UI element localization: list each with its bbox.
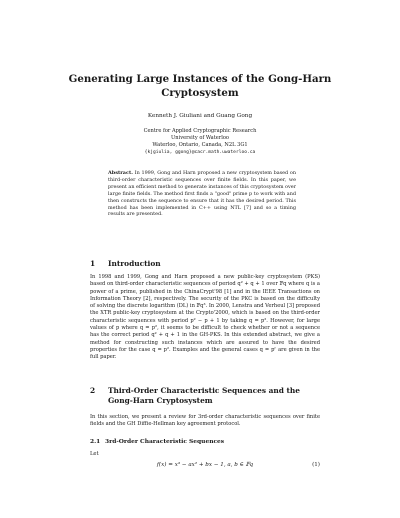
- equation-1-number: (1): [312, 462, 320, 468]
- paper-title: [40, 72, 360, 100]
- section-2-title-line-1: Third-Order Characteristic Sequences and the: [108, 386, 300, 395]
- section-1-heading: [90, 259, 330, 269]
- paper-title-line-1: Generating Large Instances of the Gong-Harn: [68, 73, 332, 85]
- section-1-number: 1: [90, 259, 96, 268]
- subsection-2-1-heading: [90, 438, 224, 445]
- affiliation-address: Waterloo, Ontario, Canada, N2L 3G1: [152, 142, 248, 148]
- paper-title-line-2: Cryptosystem: [161, 87, 239, 99]
- affiliation-center: Centre for Applied Cryptographic Research: [143, 128, 257, 134]
- subsection-2-1-title: 3rd-Order Characteristic Sequences: [105, 438, 225, 445]
- section-2-heading: [90, 386, 330, 405]
- equation-1-formula: f(x) = x³ − ax² + bx − 1, a, b ∈ 𝔽q: [156, 462, 254, 468]
- section-2-title-line-2: Gong-Harn Cryptosystem: [108, 395, 213, 405]
- section-1-title: Introduction: [108, 259, 161, 268]
- equation-1: [90, 462, 320, 472]
- affiliation-emails: {kjgiulia, ggong}@cacr.math.uwaterloo.ca: [144, 150, 256, 155]
- affiliation-block: [40, 128, 360, 156]
- section-2-body: In this section, we present a review for 3rd-order characteristic sequences over finite fields and the GH Diffie-Hellman key agreement protocol.: [90, 414, 320, 428]
- subsection-2-1-number: 2.1: [90, 438, 101, 445]
- subsection-2-1-lead: Let: [90, 451, 99, 457]
- abstract: [108, 170, 296, 218]
- section-2-number: 2: [90, 386, 96, 395]
- section-1-body: In 1998 and 1999, Gong and Harn proposed a new public-key cryptosystem (PKS) based on third-order characteristic sequences of period q² + q + 1 over 𝔽q where q is a power of a prime, published in the ChinaCrypt'98 [1] and in the IEEE Transactions on Information Theory [2], respectively. The security of the PKC is based on the difficulty of solving the discrete logarithm (DL) in 𝔽q³. In 2000, Lenstra and Verheul [3] proposed the XTR public-key cryptosystem at the Crypto'2000, which is based on the third-order characteristic sequences with period p² − p + 1 by taking q = p². However, for large values of p where q = p², it seems to be difficult to check whether or not a sequence has the correct period q² + q + 1 in the GH-PKS. In this extended abstract, we give a method for constructing such instances which are assured to have the desired properties for the case q = p². Examples and the general cases q = pʳ are given in the full paper.: [90, 274, 320, 361]
- abstract-text: In 1999, Gong and Harn proposed a new cryptosystem based on third-order characteristic sequences over finite fields. In this paper, we present an efficient method to generate instances of this cryptosystem over large finite fields. The method first finds a "good" prime p to work with and then constructs the sequence to ensure that it has the desired period. This method has been implemented in C++ using NTL [7] and so a timing results are presented.: [108, 170, 296, 218]
- paper-authors: Kenneth J. Giuliani and Guang Gong: [147, 113, 253, 119]
- affiliation-university: University of Waterloo: [171, 135, 229, 141]
- abstract-label: Abstract.: [108, 170, 133, 176]
